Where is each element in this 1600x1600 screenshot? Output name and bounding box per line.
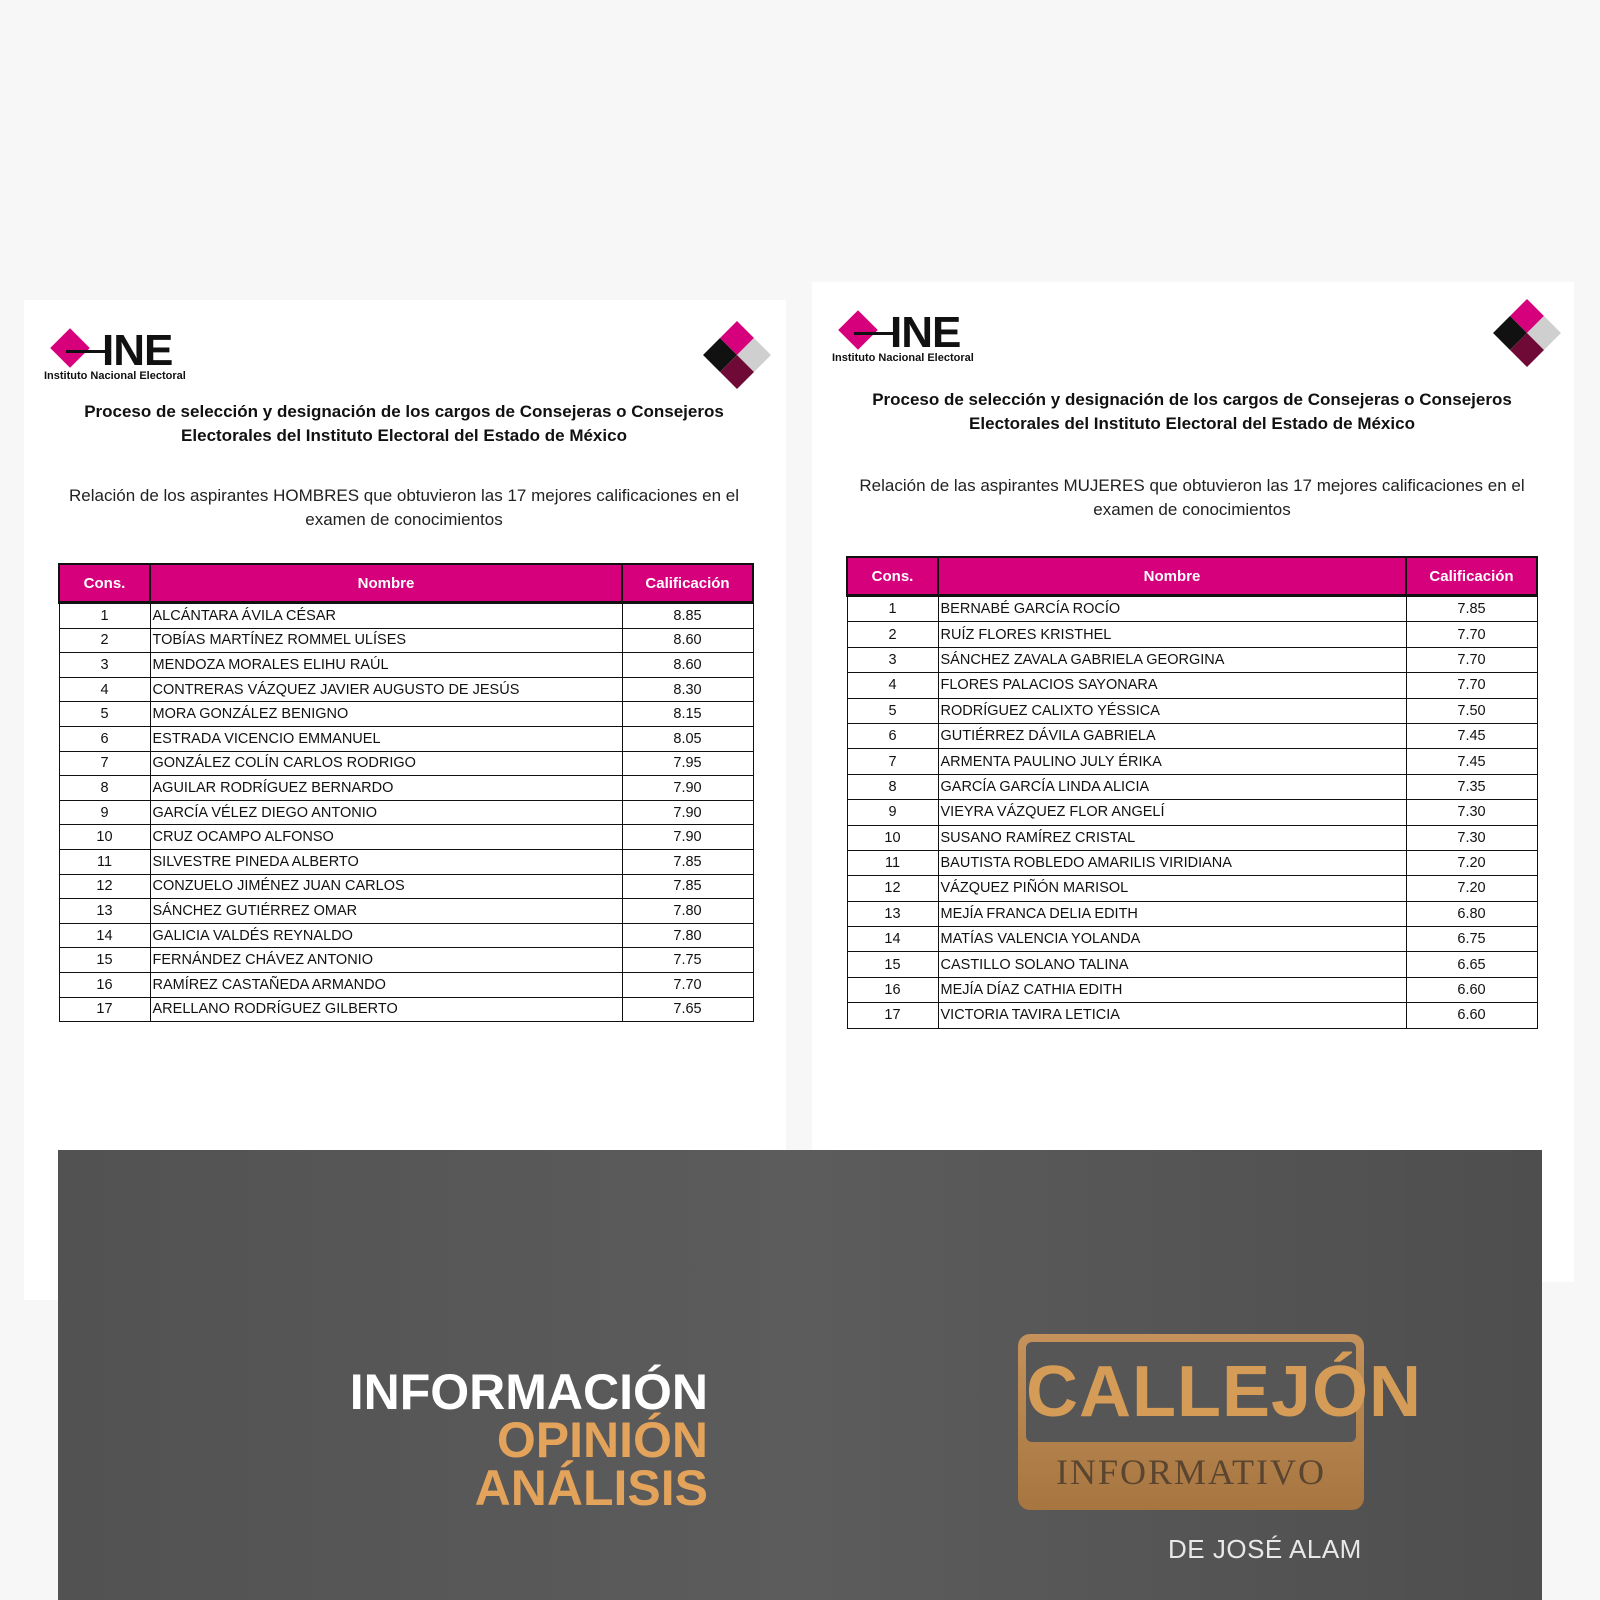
callejon-logo-inner xyxy=(1026,1342,1423,1442)
subtitle-line-1: Relación de los aspirantes HOMBRES que obtuvieron las 17 mejores calificaciones en el xyxy=(69,486,739,505)
cell-calificacion: 8.05 xyxy=(622,726,753,751)
table-row xyxy=(59,751,753,776)
document-title xyxy=(64,400,744,448)
cell-cons: 5 xyxy=(847,698,938,723)
cell-nombre: GALICIA VALDÉS REYNALDO xyxy=(150,923,622,948)
cell-nombre: TOBÍAS MARTÍNEZ ROMMEL ULÍSES xyxy=(150,628,622,653)
cell-nombre: SUSANO RAMÍREZ CRISTAL xyxy=(938,825,1406,850)
cell-cons: 9 xyxy=(59,800,150,825)
cell-nombre: CONZUELO JIMÉNEZ JUAN CARLOS xyxy=(150,874,622,899)
table-row xyxy=(59,702,753,727)
cell-cons: 10 xyxy=(59,825,150,850)
ine-subtitle: Instituto Nacional Electoral xyxy=(832,352,974,364)
cell-calificacion: 8.85 xyxy=(622,603,753,629)
document-subtitle xyxy=(852,474,1532,522)
cell-cons: 11 xyxy=(59,849,150,874)
results-table-mujeres xyxy=(846,556,1538,1029)
cell-nombre: MATÍAS VALENCIA YOLANDA xyxy=(938,927,1406,952)
cell-cons: 1 xyxy=(59,603,150,629)
tagline-informacion: INFORMACIÓN xyxy=(349,1364,708,1420)
cell-nombre: FERNÁNDEZ CHÁVEZ ANTONIO xyxy=(150,948,622,973)
document-title xyxy=(852,388,1532,436)
cell-nombre: GARCÍA GARCÍA LINDA ALICIA xyxy=(938,774,1406,799)
cell-nombre: CONTRERAS VÁZQUEZ JAVIER AUGUSTO DE JESÚS xyxy=(150,677,622,702)
cell-calificacion: 7.80 xyxy=(622,899,753,924)
cell-calificacion: 7.20 xyxy=(1406,850,1537,875)
table-row xyxy=(59,677,753,702)
table-row xyxy=(847,698,1537,723)
cell-nombre: SÁNCHEZ GUTIÉRREZ OMAR xyxy=(150,899,622,924)
cell-cons: 15 xyxy=(59,948,150,973)
subtitle-line-1: Relación de las aspirantes MUJERES que obtuvieron las 17 mejores calificaciones en el xyxy=(859,476,1525,495)
cell-nombre: ARMENTA PAULINO JULY ÉRIKA xyxy=(938,749,1406,774)
cell-calificacion: 7.85 xyxy=(622,874,753,899)
cell-cons: 9 xyxy=(847,800,938,825)
table-row xyxy=(59,726,753,751)
subtitle-line-2: examen de conocimientos xyxy=(1093,500,1291,519)
cell-cons: 3 xyxy=(59,653,150,678)
tagline-analisis: ANÁLISIS xyxy=(474,1460,708,1516)
results-table-hombres xyxy=(58,563,754,1022)
table-row xyxy=(59,653,753,678)
table-row xyxy=(847,825,1537,850)
cell-nombre: CRUZ OCAMPO ALFONSO xyxy=(150,825,622,850)
cell-calificacion: 8.15 xyxy=(622,702,753,727)
column-header-calificacion: Calificación xyxy=(622,564,753,603)
column-header-cons: Cons. xyxy=(59,564,150,603)
tagline xyxy=(208,1364,708,1516)
cell-nombre: ESTRADA VICENCIO EMMANUEL xyxy=(150,726,622,751)
callejon-logo xyxy=(1018,1334,1423,1510)
cell-nombre: BAUTISTA ROBLEDO AMARILIS VIRIDIANA xyxy=(938,850,1406,875)
cell-cons: 16 xyxy=(59,972,150,997)
brand-author: DE JOSÉ ALAM xyxy=(1168,1534,1362,1564)
table-row xyxy=(59,800,753,825)
ine-logo xyxy=(44,328,224,384)
table-row xyxy=(59,776,753,801)
cell-nombre: MEJÍA FRANCA DELIA EDITH xyxy=(938,901,1406,926)
ine-diamonds-icon xyxy=(702,322,772,392)
table-row xyxy=(59,997,753,1022)
cell-calificacion: 7.80 xyxy=(622,923,753,948)
ine-wordmark: INE xyxy=(102,326,173,375)
cell-cons: 14 xyxy=(59,923,150,948)
cell-calificacion: 7.50 xyxy=(1406,698,1537,723)
cell-nombre: CASTILLO SOLANO TALINA xyxy=(938,952,1406,977)
cell-nombre: GONZÁLEZ COLÍN CARLOS RODRIGO xyxy=(150,751,622,776)
subtitle-line-2: examen de conocimientos xyxy=(305,510,503,529)
table-row xyxy=(847,977,1537,1002)
cell-calificacion: 7.70 xyxy=(1406,673,1537,698)
cell-nombre: RODRÍGUEZ CALIXTO YÉSSICA xyxy=(938,698,1406,723)
table-row xyxy=(59,628,753,653)
cell-nombre: VICTORIA TAVIRA LETICIA xyxy=(938,1003,1406,1028)
cell-cons: 7 xyxy=(59,751,150,776)
cell-nombre: MEJÍA DÍAZ CATHIA EDITH xyxy=(938,977,1406,1002)
cell-cons: 8 xyxy=(847,774,938,799)
table-row xyxy=(59,948,753,973)
cell-calificacion: 7.20 xyxy=(1406,876,1537,901)
ine-diamond-icon xyxy=(838,310,878,350)
cell-cons: 5 xyxy=(59,702,150,727)
table-row xyxy=(847,749,1537,774)
cell-cons: 10 xyxy=(847,825,938,850)
table-row xyxy=(847,901,1537,926)
table-row xyxy=(59,603,753,629)
table-row xyxy=(847,876,1537,901)
column-header-calificacion: Calificación xyxy=(1406,557,1537,596)
ine-diamond-shadow xyxy=(66,350,106,353)
cell-calificacion: 6.60 xyxy=(1406,1003,1537,1028)
table-row xyxy=(847,927,1537,952)
cell-nombre: RAMÍREZ CASTAÑEDA ARMANDO xyxy=(150,972,622,997)
cell-cons: 4 xyxy=(59,677,150,702)
table-row xyxy=(847,622,1537,647)
cell-cons: 6 xyxy=(847,723,938,748)
title-line-2: Electorales del Instituto Electoral del Estado de México xyxy=(181,426,627,445)
cell-calificacion: 7.30 xyxy=(1406,825,1537,850)
table-row xyxy=(59,899,753,924)
tagline-opinion: OPINIÓN xyxy=(496,1412,708,1468)
cell-nombre: GUTIÉRREZ DÁVILA GABRIELA xyxy=(938,723,1406,748)
title-line-1: Proceso de selección y designación de los cargos de Consejeras o Consejeros xyxy=(84,402,724,421)
cell-calificacion: 6.80 xyxy=(1406,901,1537,926)
cell-cons: 2 xyxy=(59,628,150,653)
cell-cons: 7 xyxy=(847,749,938,774)
cell-calificacion: 7.65 xyxy=(622,997,753,1022)
cell-calificacion: 6.65 xyxy=(1406,952,1537,977)
column-header-nombre: Nombre xyxy=(150,564,622,603)
cell-cons: 17 xyxy=(847,1003,938,1028)
table-row xyxy=(847,800,1537,825)
column-header-nombre: Nombre xyxy=(938,557,1406,596)
cell-calificacion: 6.60 xyxy=(1406,977,1537,1002)
document-mujeres xyxy=(812,282,1574,1282)
cell-cons: 17 xyxy=(59,997,150,1022)
table-row xyxy=(59,874,753,899)
table-row xyxy=(847,647,1537,672)
cell-calificacion: 8.60 xyxy=(622,653,753,678)
cell-cons: 2 xyxy=(847,622,938,647)
cell-nombre: MORA GONZÁLEZ BENIGNO xyxy=(150,702,622,727)
table-row xyxy=(59,923,753,948)
cell-nombre: SÁNCHEZ ZAVALA GABRIELA GEORGINA xyxy=(938,647,1406,672)
table-row xyxy=(847,774,1537,799)
cell-calificacion: 7.90 xyxy=(622,800,753,825)
ine-diamond-shadow xyxy=(854,332,894,335)
cell-cons: 3 xyxy=(847,647,938,672)
cell-cons: 15 xyxy=(847,952,938,977)
cell-calificacion: 7.70 xyxy=(622,972,753,997)
cell-nombre: BERNABÉ GARCÍA ROCÍO xyxy=(938,596,1406,622)
column-header-cons: Cons. xyxy=(847,557,938,596)
ine-diamonds-icon xyxy=(1492,300,1562,370)
cell-cons: 1 xyxy=(847,596,938,622)
cell-calificacion: 7.45 xyxy=(1406,749,1537,774)
cell-calificacion: 6.75 xyxy=(1406,927,1537,952)
cell-cons: 12 xyxy=(59,874,150,899)
cell-nombre: AGUILAR RODRÍGUEZ BERNARDO xyxy=(150,776,622,801)
table-row xyxy=(847,1003,1537,1028)
cell-calificacion: 7.30 xyxy=(1406,800,1537,825)
cell-cons: 8 xyxy=(59,776,150,801)
cell-cons: 14 xyxy=(847,927,938,952)
brand-main-text: CALLEJÓN xyxy=(1026,1352,1423,1432)
callejon-banner xyxy=(58,1150,1542,1600)
cell-calificacion: 8.30 xyxy=(622,677,753,702)
cell-cons: 16 xyxy=(847,977,938,1002)
table-row xyxy=(847,850,1537,875)
cell-calificacion: 7.75 xyxy=(622,948,753,973)
cell-nombre: MENDOZA MORALES ELIHU RAÚL xyxy=(150,653,622,678)
document-subtitle xyxy=(64,484,744,532)
cell-calificacion: 8.60 xyxy=(622,628,753,653)
brand-sub-text: INFORMATIVO xyxy=(1055,1452,1326,1492)
title-line-1: Proceso de selección y designación de los cargos de Consejeras o Consejeros xyxy=(872,390,1512,409)
table-row xyxy=(59,972,753,997)
cell-calificacion: 7.70 xyxy=(1406,647,1537,672)
cell-nombre: GARCÍA VÉLEZ DIEGO ANTONIO xyxy=(150,800,622,825)
cell-calificacion: 7.85 xyxy=(622,849,753,874)
ine-logo xyxy=(832,310,1012,366)
table-row xyxy=(847,673,1537,698)
cell-calificacion: 7.95 xyxy=(622,751,753,776)
table-header-row xyxy=(847,557,1537,596)
ine-subtitle: Instituto Nacional Electoral xyxy=(44,370,186,382)
ine-diamond-icon xyxy=(50,328,90,368)
table-header-row xyxy=(59,564,753,603)
cell-nombre: FLORES PALACIOS SAYONARA xyxy=(938,673,1406,698)
cell-calificacion: 7.45 xyxy=(1406,723,1537,748)
cell-calificacion: 7.35 xyxy=(1406,774,1537,799)
cell-nombre: VÁZQUEZ PIÑÓN MARISOL xyxy=(938,876,1406,901)
cell-nombre: RUÍZ FLORES KRISTHEL xyxy=(938,622,1406,647)
table-row xyxy=(59,825,753,850)
cell-cons: 6 xyxy=(59,726,150,751)
table-row xyxy=(847,723,1537,748)
cell-calificacion: 7.90 xyxy=(622,825,753,850)
title-line-2: Electorales del Instituto Electoral del Estado de México xyxy=(969,414,1415,433)
table-row xyxy=(847,596,1537,622)
cell-cons: 4 xyxy=(847,673,938,698)
cell-cons: 13 xyxy=(59,899,150,924)
cell-cons: 12 xyxy=(847,876,938,901)
table-row xyxy=(59,849,753,874)
table-row xyxy=(847,952,1537,977)
cell-cons: 11 xyxy=(847,850,938,875)
cell-calificacion: 7.70 xyxy=(1406,622,1537,647)
cell-calificacion: 7.85 xyxy=(1406,596,1537,622)
cell-nombre: VIEYRA VÁZQUEZ FLOR ANGELÍ xyxy=(938,800,1406,825)
cell-calificacion: 7.90 xyxy=(622,776,753,801)
cell-nombre: ARELLANO RODRÍGUEZ GILBERTO xyxy=(150,997,622,1022)
cell-nombre: ALCÁNTARA ÁVILA CÉSAR xyxy=(150,603,622,629)
cell-cons: 13 xyxy=(847,901,938,926)
ine-wordmark: INE xyxy=(890,308,961,357)
cell-nombre: SILVESTRE PINEDA ALBERTO xyxy=(150,849,622,874)
